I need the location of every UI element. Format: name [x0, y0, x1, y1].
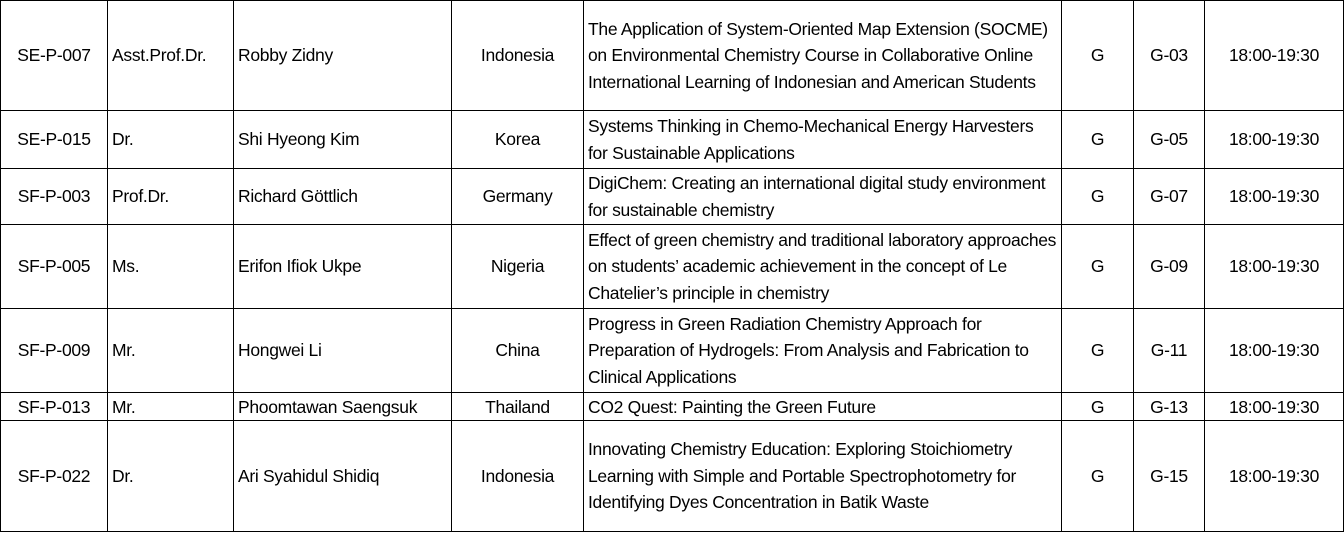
paper-code-cell: SF-P-005	[1, 225, 108, 309]
table-row	[1, 1, 1344, 111]
country-cell: Germany	[452, 169, 584, 225]
author-title-cell: Mr.	[108, 309, 234, 393]
group-cell: G	[1062, 169, 1134, 225]
group-cell: G	[1062, 111, 1134, 169]
paper-title-cell: Progress in Green Radiation Chemistry Approach for Preparation of Hydrogels: From Analysis and Fabrication to Clinical Applications	[584, 309, 1062, 393]
author-title-cell: Prof.Dr.	[108, 169, 234, 225]
table-row	[1, 169, 1344, 225]
table-row	[1, 111, 1344, 169]
country-cell: Korea	[452, 111, 584, 169]
paper-code-cell: SF-P-022	[1, 421, 108, 532]
board-cell: G-07	[1134, 169, 1205, 225]
country-cell: Indonesia	[452, 421, 584, 532]
author-name-cell: Ari Syahidul Shidiq	[234, 421, 452, 532]
paper-title-cell: Innovating Chemistry Education: Exploring Stoichiometry Learning with Simple and Portable Spectrophotometry for Identifying Dyes Concentration in Batik Waste	[584, 421, 1062, 532]
author-title-cell: Ms.	[108, 225, 234, 309]
group-cell: G	[1062, 1, 1134, 111]
author-title-cell: Dr.	[108, 111, 234, 169]
board-cell: G-09	[1134, 225, 1205, 309]
table-body	[1, 1, 1344, 532]
board-cell: G-05	[1134, 111, 1205, 169]
country-cell: China	[452, 309, 584, 393]
author-name-cell: Hongwei Li	[234, 309, 452, 393]
paper-title-cell: The Application of System-Oriented Map Extension (SOCME) on Environmental Chemistry Course in Collaborative Online International Learning of Indonesian and American Students	[584, 1, 1062, 111]
paper-title-cell: CO2 Quest: Painting the Green Future	[584, 393, 1062, 421]
group-cell: G	[1062, 421, 1134, 532]
board-cell: G-15	[1134, 421, 1205, 532]
time-cell: 18:00-19:30	[1205, 393, 1344, 421]
country-cell: Nigeria	[452, 225, 584, 309]
time-cell: 18:00-19:30	[1205, 421, 1344, 532]
group-cell: G	[1062, 225, 1134, 309]
country-cell: Indonesia	[452, 1, 584, 111]
author-name-cell: Shi Hyeong Kim	[234, 111, 452, 169]
paper-code-cell: SF-P-013	[1, 393, 108, 421]
time-cell: 18:00-19:30	[1205, 111, 1344, 169]
paper-code-cell: SF-P-009	[1, 309, 108, 393]
table-row	[1, 393, 1344, 421]
board-cell: G-11	[1134, 309, 1205, 393]
paper-title-cell: Systems Thinking in Chemo-Mechanical Energy Harvesters for Sustainable Applications	[584, 111, 1062, 169]
author-name-cell: Robby Zidny	[234, 1, 452, 111]
time-cell: 18:00-19:30	[1205, 309, 1344, 393]
paper-code-cell: SF-P-003	[1, 169, 108, 225]
paper-code-cell: SE-P-015	[1, 111, 108, 169]
author-title-cell: Asst.Prof.Dr.	[108, 1, 234, 111]
table-row	[1, 421, 1344, 532]
group-cell: G	[1062, 393, 1134, 421]
country-cell: Thailand	[452, 393, 584, 421]
board-cell: G-03	[1134, 1, 1205, 111]
paper-title-cell: Effect of green chemistry and traditional laboratory approaches on students’ academic achievement in the concept of Le Chatelier’s principle in chemistry	[584, 225, 1062, 309]
paper-code-cell: SE-P-007	[1, 1, 108, 111]
table-row	[1, 309, 1344, 393]
time-cell: 18:00-19:30	[1205, 225, 1344, 309]
time-cell: 18:00-19:30	[1205, 169, 1344, 225]
author-title-cell: Dr.	[108, 421, 234, 532]
paper-title-cell: DigiChem: Creating an international digital study environment for sustainable chemistry	[584, 169, 1062, 225]
author-name-cell: Phoomtawan Saengsuk	[234, 393, 452, 421]
board-cell: G-13	[1134, 393, 1205, 421]
author-name-cell: Richard Göttlich	[234, 169, 452, 225]
table-row	[1, 225, 1344, 309]
author-title-cell: Mr.	[108, 393, 234, 421]
time-cell: 18:00-19:30	[1205, 1, 1344, 111]
group-cell: G	[1062, 309, 1134, 393]
author-name-cell: Erifon Ifiok Ukpe	[234, 225, 452, 309]
